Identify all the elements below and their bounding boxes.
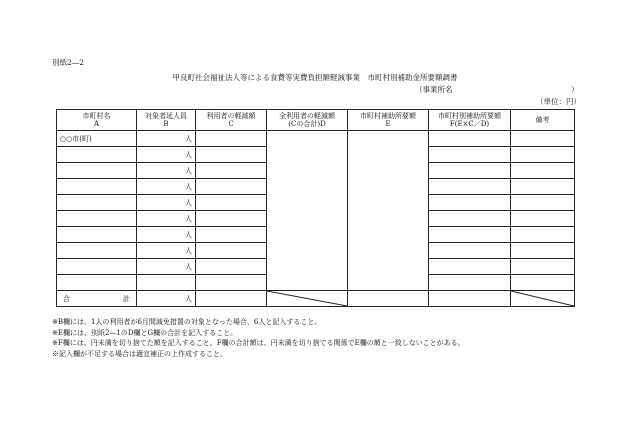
office-name-line [415, 85, 579, 94]
header-municipality: 市町村名 A [57, 110, 137, 131]
total-reduction-cell[interactable] [267, 131, 348, 291]
user-reduction-cell[interactable] [196, 227, 267, 243]
header-remarks: 備考 [511, 110, 575, 131]
user-reduction-cell[interactable] [196, 275, 267, 291]
municipality-cell[interactable] [57, 179, 137, 195]
note-line: ※E欄には、別紙2―1のD欄とG欄の合計を記入すること。 [52, 328, 238, 337]
persons-cell[interactable]: 人 [137, 179, 196, 195]
persons-cell[interactable]: 人 [137, 163, 196, 179]
subsidy-cell[interactable] [429, 147, 511, 163]
municipality-cell[interactable]: ○○市(町) [57, 131, 137, 147]
subsidy-cell[interactable] [429, 163, 511, 179]
unit-label: （単位：円） [536, 97, 581, 106]
municipality-cell[interactable] [57, 147, 137, 163]
remarks-cell[interactable] [511, 259, 575, 275]
user-reduction-cell[interactable] [196, 147, 267, 163]
remarks-cell[interactable] [511, 211, 575, 227]
office-name-label: （事業所名 [415, 85, 453, 94]
remarks-cell[interactable] [511, 227, 575, 243]
persons-cell[interactable]: 人 [137, 227, 196, 243]
header-total-reduction: 全利用者の軽減額 (Cの合計)D [267, 110, 348, 131]
total-persons-cell[interactable]: 人 [137, 291, 196, 307]
remarks-cell[interactable] [511, 243, 575, 259]
total-required-subsidy-cell[interactable] [348, 291, 429, 307]
subsidy-cell[interactable] [429, 243, 511, 259]
note-line: ※記入欄が不足する場合は適宜補正の上作成すること。 [52, 349, 227, 358]
header-subsidy-by-municipality: 市町村別補助所要額 F(E×C／D) [429, 110, 511, 131]
remarks-cell[interactable] [511, 163, 575, 179]
user-reduction-cell[interactable] [196, 211, 267, 227]
diagonal-strike [267, 291, 347, 306]
total-row [57, 291, 575, 307]
note-line: ※F欄には、円未満を切り捨てた額を記入すること。F欄の合計額は、円未満を切り捨てる関係でE欄の額と一致しないことがある。 [52, 339, 465, 347]
header-required-subsidy: 市町村補助所要額 E [348, 110, 429, 131]
remarks-cell[interactable] [511, 147, 575, 163]
subsidy-cell[interactable] [429, 227, 511, 243]
persons-cell[interactable]: 人 [137, 259, 196, 275]
document-title: 甲良町社会福祉法人等による食費等実費負担額軽減事業 市町村別補助金所要額調書 [172, 73, 458, 82]
municipality-cell[interactable] [57, 275, 137, 291]
remarks-cell[interactable] [511, 131, 575, 147]
total-remarks-struck-cell [511, 291, 575, 307]
user-reduction-cell[interactable] [196, 259, 267, 275]
municipality-cell[interactable] [57, 195, 137, 211]
municipality-cell[interactable] [57, 163, 137, 179]
user-reduction-cell[interactable] [196, 243, 267, 259]
document-reference: 別紙2―2 [52, 58, 85, 67]
diagonal-strike [511, 291, 574, 306]
persons-cell[interactable]: 人 [137, 195, 196, 211]
total-label-cell [57, 291, 137, 307]
subsidy-cell[interactable] [429, 211, 511, 227]
subsidy-cell[interactable] [429, 259, 511, 275]
total-subsidy-cell[interactable] [429, 291, 511, 307]
user-reduction-cell[interactable] [196, 163, 267, 179]
municipality-cell[interactable] [57, 227, 137, 243]
total-user-reduction-cell[interactable] [196, 291, 267, 307]
subsidy-table [56, 109, 575, 307]
required-subsidy-cell[interactable] [348, 131, 429, 291]
office-name-close: ） [571, 85, 579, 94]
subsidy-cell[interactable] [429, 195, 511, 211]
user-reduction-cell[interactable] [196, 195, 267, 211]
total-label-right: 計 [123, 294, 130, 303]
subsidy-cell[interactable] [429, 275, 511, 291]
note-line: ※B欄には、1人の利用者が6月間減免措置の対象となった場合、6人と記入すること。 [52, 318, 322, 326]
total-label-left: 合 [63, 294, 70, 303]
user-reduction-cell[interactable] [196, 131, 267, 147]
notes-section [52, 317, 465, 359]
persons-cell[interactable] [137, 275, 196, 291]
remarks-cell[interactable] [511, 195, 575, 211]
remarks-cell[interactable] [511, 179, 575, 195]
persons-cell[interactable]: 人 [137, 131, 196, 147]
municipality-cell[interactable] [57, 211, 137, 227]
user-reduction-cell[interactable] [196, 179, 267, 195]
municipality-cell[interactable] [57, 259, 137, 275]
persons-cell[interactable]: 人 [137, 147, 196, 163]
table-row [57, 131, 575, 147]
header-persons: 対象者延人員 B [137, 110, 196, 131]
table-header-row [57, 110, 575, 131]
persons-cell[interactable]: 人 [137, 243, 196, 259]
municipality-cell[interactable] [57, 243, 137, 259]
persons-cell[interactable]: 人 [137, 211, 196, 227]
subsidy-cell[interactable] [429, 131, 511, 147]
total-d-struck-cell [267, 291, 348, 307]
remarks-cell[interactable] [511, 275, 575, 291]
subsidy-cell[interactable] [429, 179, 511, 195]
header-user-reduction: 利用者の軽減額 C [196, 110, 267, 131]
